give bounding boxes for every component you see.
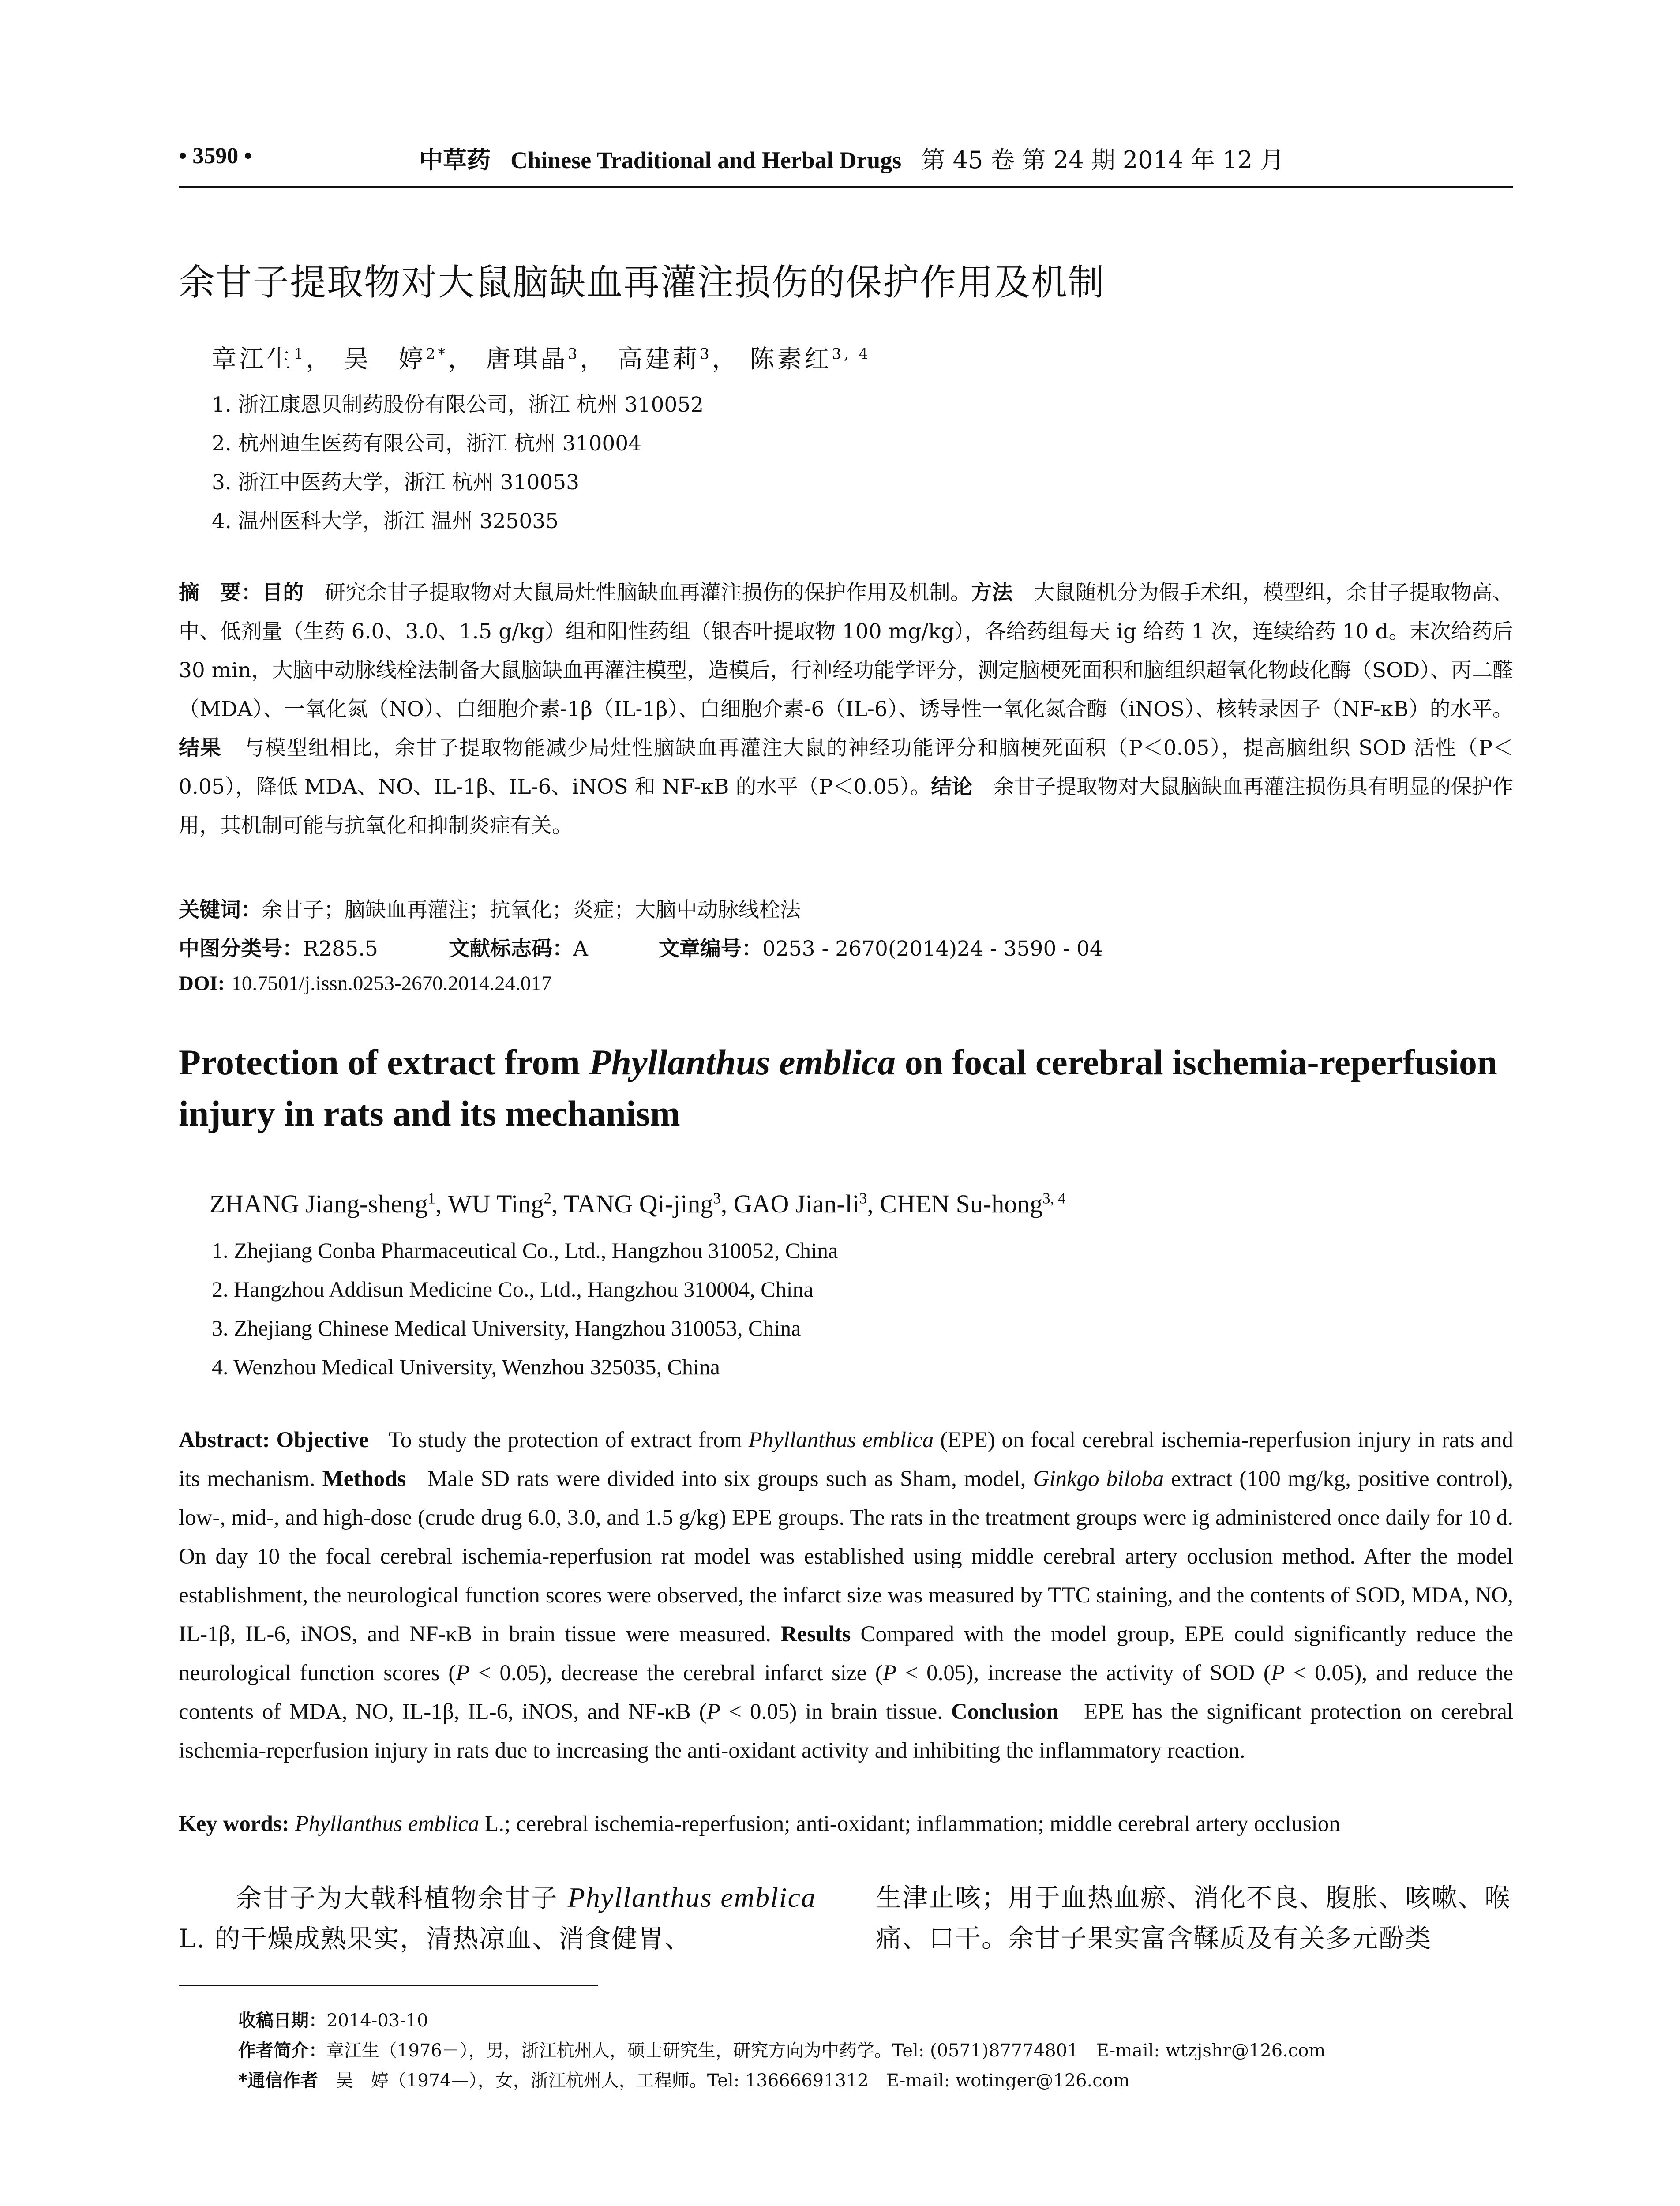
author-name: CHEN Su-hong [880,1189,1043,1218]
chinese-title: 余甘子提取物对大鼠脑缺血再灌注损伤的保护作用及机制 [179,262,1106,304]
author-name: TANG Qi-jing [563,1189,713,1218]
author-affil-mark: 3, 4 [1042,1189,1066,1207]
methods-text: 大鼠随机分为假手术组，模型组，余甘子提取物高、中、低剂量（生药 6.0、3.0、1.5 g/kg）组和阳性药组（银杏叶提取物 100 mg/kg），各给药组每天 ig 给药 1 次，连续给药 10 d。末次给药后 30 min，大脑中动脉线栓法制备大鼠脑缺血再灌注模型，造模后，行神经功能学评分，测定脑梗死面积和脑组织超氧化物歧化酶（SOD）、丙二醛（MDA）、一氧化氮（NO）、白细胞介素-1β（IL-1β）、白细胞介素-6（IL-6）、诱导性一氧化氮合酶（iNOS）、核转录因子（NF-κB）的水平。 [179,581,1514,721]
p-symbol: P [706,1700,720,1724]
author-affil-mark: 2* [426,345,448,363]
doi-value: 10.7501/j.issn.0253-2670.2014.24.017 [231,972,552,995]
journal-issue: 第 45 卷 第 24 期 2014 年 12 月 [921,146,1284,174]
results-text: < 0.05), decrease the cerebral infarct size ( [469,1661,883,1685]
author-affil-mark: 1 [294,345,306,363]
author-name: WU Ting [447,1189,544,1218]
author-name: 唐琪晶 [486,345,568,374]
running-header [179,140,1513,188]
objective-label: 目的 [262,581,304,605]
title-part: Protection of extract from [179,1042,589,1082]
p-symbol: P [1271,1661,1285,1685]
abstract-label: 摘 要： [179,581,262,605]
body-text: 余甘子为大戟科植物余甘子 [236,1883,568,1913]
doi-line [179,971,551,995]
english-title [179,1037,1513,1139]
english-affiliation-3: 3. Zhejiang Chinese Medical University, Hangzhou 310053, China [212,1316,801,1340]
results-text: < 0.05), increase the activity of SOD ( [896,1661,1271,1685]
abstract-label: Abstract: Objective [179,1428,369,1452]
methods-text: extract (100 mg/kg, positive control), low-, mid-, and high-dose (crude drug 6.0, 3.0, and 1.5 g/kg) EPE groups. The rats in the treatment groups were ig administered once daily for 10 d. On day 10 the focal cerebral ischemia-reperfusion rat model was established using middle cerebral artery occlusion method. After the model establishment, the neurological function scores were observed, the infarct size was measured by TTC staining, and the contents of SOD, MDA, NO, IL-1β, IL-6, iNOS, and NF-κB in brain tissue were measured. [179,1467,1514,1647]
methods-text: Male SD rats were divided into six groups such as Sham, model, [427,1467,1033,1491]
received-label: 收稿日期： [238,2011,326,2031]
objective-text: To study the protection of extract from [388,1428,749,1452]
title-species: Phyllanthus emblica [589,1042,896,1082]
species-name: Phyllanthus emblica [748,1428,934,1452]
classification-line [179,932,1103,962]
author-name: 章江生 [212,345,294,374]
author-affil-mark: 3 [700,345,712,363]
footnote-author [238,2037,1325,2062]
body-column-left [179,1877,816,1959]
objective-text: (EPE) on focal cerebral ischemia-reperfusion injury in rats and its mechanism. [179,1428,1514,1491]
chinese-authors: 章江生$^1$， 吴 婷$^{2*}$， 唐琪晶$^3$， 高建莉$^3$， 陈素红$^{3, 4}$ [212,345,871,374]
english-affiliation-2: 2. Hangzhou Addisun Medicine Co., Ltd., Hangzhou 310004, China [212,1277,814,1302]
doc-code-value: A [573,937,588,961]
article-number-value: 0253 - 2670(2014)24 - 3590 - 04 [762,937,1103,961]
author-affil-mark: 3 [713,1189,721,1207]
clc-value: R285.5 [303,937,378,961]
journal-info [419,141,1284,175]
results-text: Compared with the model group, EPE could significantly reduce the neurological function scores ( [179,1622,1514,1685]
conclusion-label: 结论 [931,775,973,799]
body-text: L. 的干燥成熟果实，清热凉血、消食健胃、 [179,1924,691,1954]
article-number-label: 文章编号： [658,937,762,961]
author-affil-mark: 3 [568,345,580,363]
author-bio: 章江生（1976－），男，浙江杭州人，硕士研究生，研究方向为中药学。Tel: (0571)87774801 E-mail: wtzjshr@126.com [326,2041,1326,2061]
author-name: 陈素红 [750,345,832,374]
received-date: 2014-03-10 [326,2011,428,2031]
author-affil-mark: 1 [428,1189,435,1207]
results-label: Results [780,1622,851,1647]
results-text: < 0.05) in brain tissue. [720,1700,943,1724]
author-name: 高建莉 [618,345,700,374]
author-name: 吴 婷 [344,345,426,374]
results-text: 与模型组相比，余甘子提取物能减少局灶性脑缺血再灌注大鼠的神经功能评分和脑梗死面积（P＜0.05），提高脑组织 SOD 活性（P＜0.05），降低 MDA、NO、IL-1β、IL-6、iNOS 和 NF-κB 的水平（P＜0.05）。 [179,736,1514,799]
methods-label: Methods [322,1467,406,1491]
author-affil-mark: 2 [544,1189,551,1207]
journal-name-cn: 中草药 [419,146,491,174]
doc-code-label: 文献标志码： [448,937,573,961]
objective-text: 研究余甘子提取物对大鼠局灶性脑缺血再灌注损伤的保护作用及机制。 [324,581,971,605]
chinese-keywords [179,893,801,923]
chinese-affiliation-1: 1. 浙江康恩贝制药股份有限公司，浙江 杭州 310052 [212,393,704,417]
author-affil-mark: 3, 4 [832,345,871,363]
chinese-affiliation-2: 2. 杭州迪生医药有限公司，浙江 杭州 310004 [212,431,642,456]
doi-label: DOI: [179,972,225,995]
author-name: GAO Jian-li [733,1189,859,1218]
methods-label: 方法 [971,581,1013,605]
body-column-right: 生津止咳；用于血热血瘀、消化不良、腹胀、咳嗽、喉痛、口干。余甘子果实富含鞣质及有关多元酚类 [876,1883,1511,1953]
english-abstract [179,1421,1513,1770]
author-affil-mark: 3 [859,1189,867,1207]
corresponding-label: *通信作者 [238,2071,318,2091]
keywords-label: Key words: [179,1812,289,1836]
page-number: • 3590 • [179,143,252,169]
species-name: Phyllanthus emblica [567,1882,816,1913]
species-name: Ginkgo biloba [1033,1467,1164,1491]
chinese-abstract [179,574,1513,845]
species-name: Phyllanthus emblica [295,1812,480,1836]
conclusion-text: 余甘子提取物对大鼠脑缺血再灌注损伤具有明显的保护作用，其机制可能与抗氧化和抑制炎症有关。 [179,775,1513,838]
title-part: on focal cerebral ischemia-reperfusion injury in rats and its mechanism [179,1042,1497,1133]
results-label: 结果 [179,736,222,760]
english-affiliation-1: 1. Zhejiang Conba Pharmaceutical Co., Ltd., Hangzhou 310052, China [212,1238,838,1263]
author-bio-label: 作者简介： [238,2041,326,2061]
journal-name-en: Chinese Traditional and Herbal Drugs [510,147,902,173]
footnote-divider [179,1985,598,1986]
english-affiliation-4: 4. Wenzhou Medical University, Wenzhou 325035, China [212,1354,720,1379]
corresponding-author: 吴 婷（1974—），女，浙江杭州人，工程师。Tel: 13666691312 E-mail: wotinger@126.com [318,2071,1130,2091]
keywords-label: 关键词： [179,898,262,922]
keywords-text: L.; cerebral ischemia-reperfusion; anti-oxidant; inflammation; middle cerebral artery occlusion [479,1812,1340,1836]
footnote-received [238,2007,428,2032]
author-name: ZHANG Jiang-sheng [210,1189,428,1218]
keywords-text: 余甘子；脑缺血再灌注；抗氧化；炎症；大脑中动脉线栓法 [262,898,801,922]
chinese-affiliation-4: 4. 温州医科大学，浙江 温州 325035 [212,509,559,533]
english-authors: ZHANG Jiang-sheng$^1$, WU Ting$^2$, TANG Qi-jing$^3$, GAO Jian-$li^3$, CHEN Su-hong$^{3, 4}$ [210,1189,1066,1218]
conclusion-label: Conclusion [951,1700,1059,1724]
p-symbol: P [882,1661,897,1685]
p-symbol: P [456,1661,470,1685]
clc-label: 中图分类号： [179,937,303,961]
conclusion-text: EPE has the significant protection on cerebral ischemia-reperfusion injury in rats due to increasing the anti-oxidant activity and inhibiting the inflammatory reaction. [179,1700,1514,1763]
footnote-corresponding [238,2067,1130,2092]
chinese-affiliation-3: 3. 浙江中医药大学，浙江 杭州 310053 [212,470,580,495]
results-text: < 0.05), and reduce the contents of MDA, NO, IL-1β, IL-6, iNOS, and NF-κB ( [179,1661,1513,1724]
english-keywords [179,1811,1340,1837]
